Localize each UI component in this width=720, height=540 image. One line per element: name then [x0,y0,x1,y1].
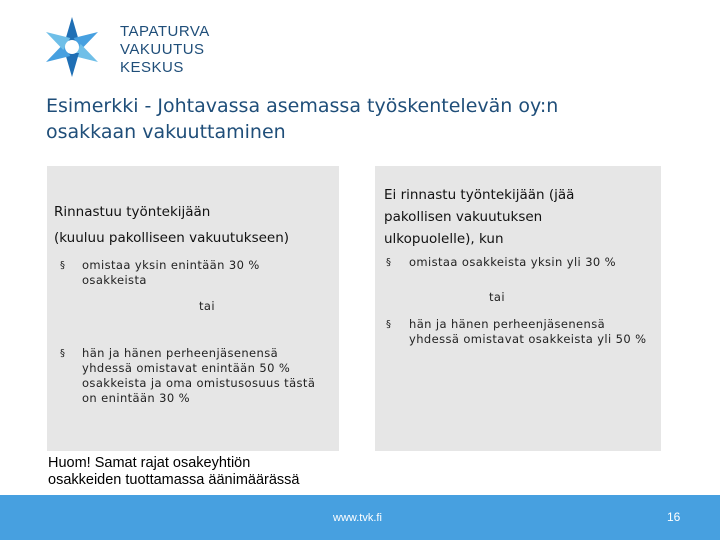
footer-url: www.tvk.fi [333,512,382,524]
left-or-label: tai [199,299,215,313]
right-bullet-2-line-2: yhdessä omistavat osakkeista yli 50 % [409,332,647,346]
bullet-icon: § [386,319,392,330]
left-heading [54,200,289,250]
left-heading-line-1: Rinnastuu työntekijään [54,204,211,220]
page-number: 16 [667,510,681,524]
title-line-1: Esimerkki - Johtavassa asemassa työskentelevän oy:n [46,95,559,117]
left-bullet-1-line-2: osakkeista [82,273,147,287]
right-bullet-2-line-1: hän ja hänen perheenjäsenensä [409,317,606,331]
logo-line-2: VAKUUTUS [120,41,205,58]
left-bullet-2-line-1: hän ja hänen perheenjäsenensä [82,346,279,360]
right-heading-line-1: Ei rinnastu työntekijään (jää [384,187,575,203]
star-logo-icon [36,14,116,80]
bullet-icon: § [60,348,66,359]
footer-bar [0,495,720,540]
right-or-label: tai [489,290,505,304]
left-bullet-2-line-2: yhdessä omistavat enintään 50 % [82,361,291,375]
note-line-1: Huom! Samat rajat osakeyhtiön [48,455,251,471]
right-heading [384,184,574,250]
title-line-2: osakkaan vakuuttaminen [46,121,286,143]
left-bullet-2 [60,346,335,410]
note-text [48,455,299,489]
right-bullet-1 [386,255,656,271]
left-bullet-1-line-1: omistaa yksin enintään 30 % [82,258,260,272]
left-bullet-2-line-4: on enintään 30 % [82,391,190,405]
right-heading-line-3: ulkopuolelle), kun [384,231,504,247]
right-bullet-2 [386,317,656,349]
bullet-icon: § [386,257,392,268]
right-bullet-1-line-1: omistaa osakkeista yksin yli 30 % [409,255,617,269]
logo-line-1: TAPATURVA [120,23,210,40]
right-heading-line-2: pakollisen vakuutuksen [384,209,543,225]
note-line-2: osakkeiden tuottamassa äänimäärässä [48,472,300,488]
left-heading-line-2: (kuuluu pakolliseen vakuutukseen) [54,230,290,246]
bullet-icon: § [60,260,66,271]
left-bullet-2-line-3: osakkeista ja oma omistusosuus tästä [82,376,316,390]
logo-line-3: KESKUS [120,59,184,76]
logo [36,14,236,80]
logo-text [120,23,210,77]
left-bullet-1 [60,258,330,290]
page-title [46,93,686,145]
